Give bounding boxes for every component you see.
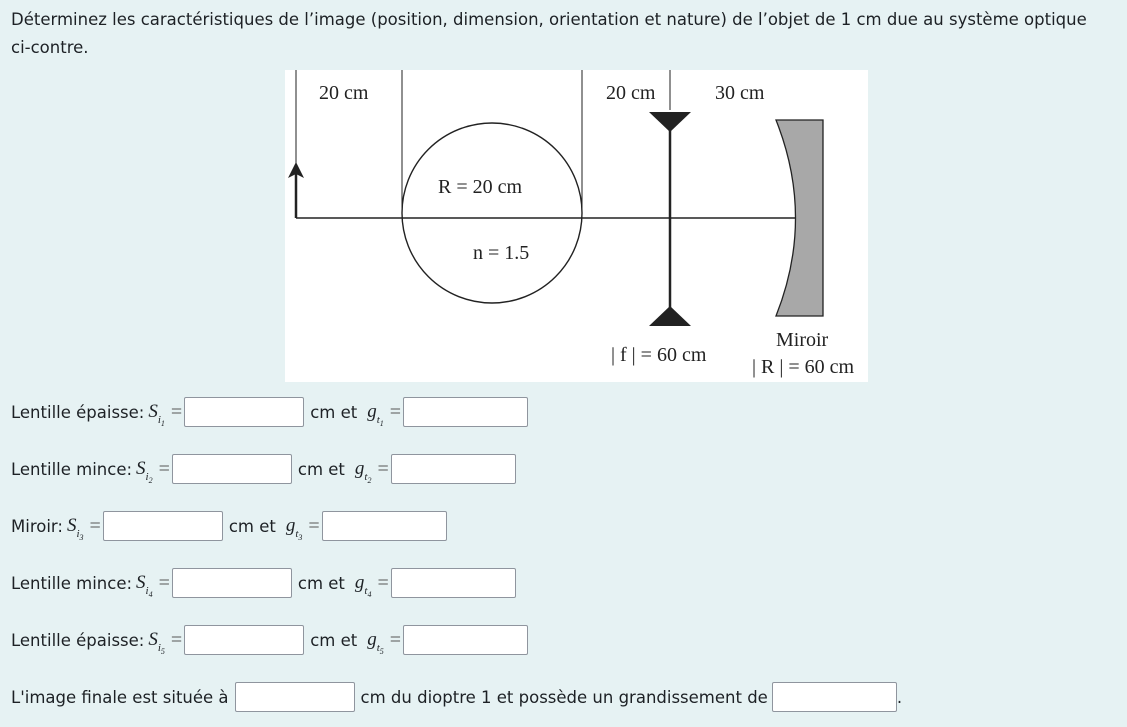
image-distance-input-1[interactable] — [184, 397, 304, 427]
magnification-input-2[interactable] — [391, 454, 516, 484]
magnification-input-5[interactable] — [403, 625, 528, 655]
final-suffix-text: . — [896, 687, 903, 707]
optical-system-figure — [285, 70, 868, 382]
equals-sign: = — [389, 628, 402, 651]
image-distance-symbol: $S_{i_5}$ — [148, 628, 165, 656]
magnification-symbol: $g_{t_4}$ — [354, 571, 372, 599]
mirror-radius-label: | R | = 60 cm — [752, 356, 855, 378]
sphere-radius-label: R = 20 cm — [438, 176, 523, 198]
unit-label: cm et — [310, 630, 358, 650]
unit-label: cm et — [297, 459, 345, 479]
magnification-symbol: $g_{t_1}$ — [367, 400, 384, 428]
thick-lens-sphere — [402, 123, 582, 303]
row-label: Lentille mince: — [11, 459, 133, 479]
equals-sign: = — [308, 514, 320, 537]
final-position-input[interactable] — [235, 682, 355, 712]
row-label: Lentille épaisse: — [11, 402, 145, 422]
question-text: Déterminez les caractéristiques de l’image (position, dimension, orientation et nature) de l’objet de 1 cm due au système optique ci-contre. — [11, 10, 1087, 57]
answer-row-5 — [11, 623, 528, 657]
mirror-label: Miroir — [776, 329, 829, 351]
equals-sign: = — [170, 628, 183, 651]
dim-label-20cm-right: 20 cm — [606, 82, 656, 104]
dim-label-30cm: 30 cm — [715, 82, 765, 104]
image-distance-input-3[interactable] — [103, 511, 223, 541]
equals-sign: = — [158, 457, 170, 480]
optical-system-diagram — [285, 70, 868, 382]
final-answer-row — [11, 680, 902, 714]
final-magnification-input[interactable] — [772, 682, 897, 712]
final-prefix-text: L'image finale est située à — [11, 687, 229, 707]
magnification-input-1[interactable] — [403, 397, 528, 427]
equals-sign: = — [170, 400, 183, 423]
image-distance-input-5[interactable] — [184, 625, 304, 655]
magnification-input-4[interactable] — [391, 568, 516, 598]
unit-label: cm et — [310, 402, 358, 422]
answer-row-1 — [11, 395, 528, 429]
image-distance-symbol: $S_{i_1}$ — [148, 400, 165, 428]
answer-row-4 — [11, 566, 516, 600]
magnification-symbol: $g_{t_2}$ — [354, 457, 372, 485]
equals-sign: = — [377, 457, 389, 480]
equals-sign: = — [89, 514, 101, 537]
answer-row-3 — [11, 509, 447, 543]
image-distance-symbol: $S_{i_4}$ — [136, 571, 153, 599]
magnification-symbol: $g_{t_3}$ — [285, 514, 303, 542]
thin-lens-top-arrow-icon — [649, 112, 691, 132]
final-middle-text: cm du dioptre 1 et possède un grandissement de — [360, 687, 768, 707]
thin-lens-bottom-arrow-icon — [649, 306, 691, 326]
sphere-index-label: n = 1.5 — [473, 242, 530, 264]
equals-sign: = — [377, 571, 389, 594]
image-distance-symbol: $S_{i_2}$ — [136, 457, 153, 485]
answer-row-2 — [11, 452, 516, 486]
magnification-input-3[interactable] — [322, 511, 447, 541]
image-distance-symbol: $S_{i_3}$ — [66, 514, 84, 542]
image-distance-input-2[interactable] — [172, 454, 292, 484]
row-label: Lentille mince: — [11, 573, 133, 593]
unit-label: cm et — [228, 516, 276, 536]
row-label: Lentille épaisse: — [11, 630, 145, 650]
equals-sign: = — [389, 400, 402, 423]
unit-label: cm et — [297, 573, 345, 593]
equals-sign: = — [158, 571, 170, 594]
image-distance-input-4[interactable] — [172, 568, 292, 598]
lens-focal-label: | f | = 60 cm — [611, 344, 707, 366]
dim-label-20cm-left: 20 cm — [319, 82, 369, 104]
magnification-symbol: $g_{t_5}$ — [367, 628, 384, 656]
row-label: Miroir: — [11, 516, 63, 536]
